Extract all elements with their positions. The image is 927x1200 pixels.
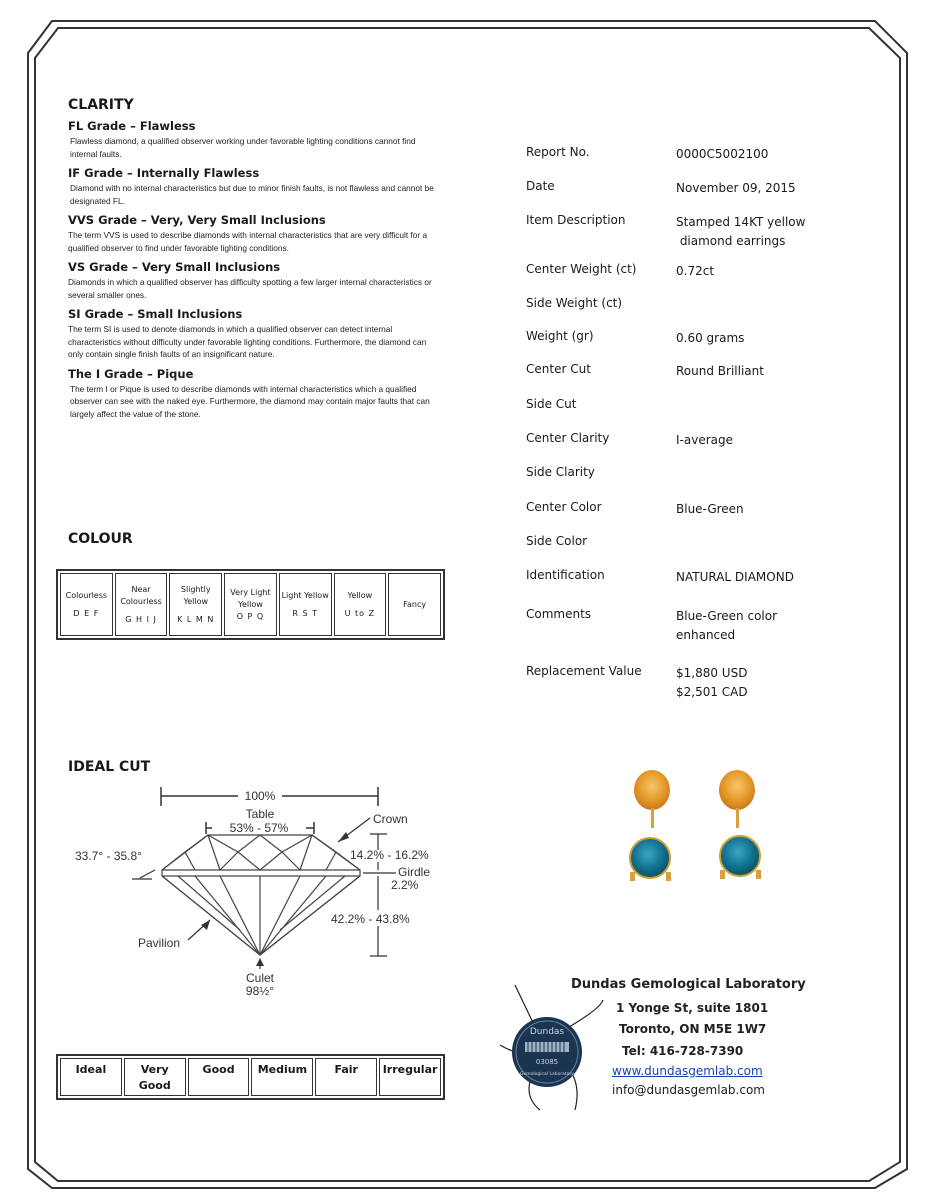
right-earring: [719, 770, 761, 879]
report-label: Center Weight (ct): [526, 262, 637, 276]
report-value: Blue-Green: [676, 502, 744, 516]
cut-grade-cell: Medium: [251, 1058, 313, 1096]
report-value-line: diamond earrings: [676, 234, 786, 248]
clarity-grade-desc: Diamond with no internal characteristics but due to minor finish faults, is not flawless and cannot be designated FL.: [70, 183, 434, 206]
lab-email: info@dundasgemlab.com: [612, 1083, 765, 1097]
report-label: Weight (gr): [526, 329, 594, 343]
report-value: NATURAL DIAMOND: [676, 570, 794, 584]
clarity-title: CLARITY: [68, 97, 134, 113]
colour-title: COLOUR: [68, 531, 133, 547]
seal-bottom-text: Gemological Laboratory: [520, 1072, 574, 1077]
colour-name: Very Light Yellow: [230, 587, 271, 609]
clarity-grade-desc: The term VVS is used to describe diamonds with internal characteristics that are very difficult for a qualified observer to find under favorable lighting conditions.: [68, 230, 428, 253]
report-value: I-average: [676, 433, 733, 447]
colour-cell: [224, 573, 277, 636]
culet-label: Culet: [245, 971, 275, 985]
report-value-line: $2,501 CAD: [676, 685, 748, 699]
report-label: Side Weight (ct): [526, 296, 623, 310]
clarity-grade-title: VS Grade – Very Small Inclusions: [68, 260, 281, 274]
diamond-proportions-diagram: [60, 780, 450, 1000]
clarity-section: [68, 97, 438, 420]
report-label: Identification: [526, 568, 605, 582]
cut-grade-cell: Very Good: [124, 1058, 186, 1096]
report-value: [676, 213, 805, 251]
report-value-line: $1,880 USD: [676, 666, 748, 680]
colour-cell: [279, 573, 332, 636]
report-label: Report No.: [526, 145, 590, 159]
seal-number-text: 03085: [535, 1058, 559, 1066]
report-label: Side Color: [526, 534, 588, 548]
clarity-grade-desc: The term I or Pique is used to describe diamonds with internal characteristics which a qualified observer can see with the naked eye. Furthermore, the diamond may contain major faults that can largely affect the value of the stone.: [70, 383, 430, 419]
colour-grade: R S T: [292, 608, 318, 618]
colour-grade: O P Q: [236, 611, 265, 621]
colour-scale-table: [56, 569, 445, 640]
report-value: November 09, 2015: [676, 181, 796, 195]
colour-name: Near Colourless: [120, 584, 162, 606]
colour-cell: [115, 573, 168, 636]
clarity-grade-desc: Flawless diamond, a qualified observer working under favorable lighting conditions cannot find internal faults.: [70, 136, 416, 159]
pavilion-depth-label: 42.2% - 43.8%: [331, 912, 410, 926]
clarity-grade-desc: Diamonds in which a qualified observer has difficulty spotting a few larger internal characteristics or several smaller ones.: [68, 277, 432, 300]
lab-address-line2: Toronto, ON M5E 1W7: [619, 1022, 767, 1036]
report-label: Side Cut: [526, 397, 577, 411]
table-label: Table: [245, 807, 275, 821]
clarity-grade-title: FL Grade – Flawless: [68, 119, 196, 133]
report-label: Date: [526, 179, 555, 193]
crown-angle-label: 33.7° - 35.8°: [75, 849, 142, 863]
clarity-grade-title: SI Grade – Small Inclusions: [68, 307, 243, 321]
cut-grade-cell: Irregular: [379, 1058, 441, 1096]
colour-grade: D E F: [73, 608, 100, 618]
lab-seal-stamp: [495, 980, 605, 1115]
report-value: [676, 607, 777, 645]
colour-name: Slightly Yellow: [180, 584, 211, 606]
lab-address-line1: 1 Yonge St, suite 1801: [616, 1001, 769, 1015]
colour-name: Yellow: [347, 590, 373, 600]
colour-grade: U to Z: [344, 608, 376, 618]
seal-top-text: Dundas: [529, 1027, 565, 1037]
colour-grade: K L M N: [177, 614, 215, 624]
report-value-line: Stamped 14KT yellow: [676, 215, 806, 229]
report-label: Center Clarity: [526, 431, 610, 445]
lab-name: Dundas Gemological Laboratory: [571, 977, 806, 992]
clarity-grade-desc: The term SI is used to denote diamonds in which a qualified observer can detect internal characteristics without difficulty under favorable lighting conditions. Furthermore, the diamond can only contain single finish faults of an insignificant nature.: [68, 324, 427, 359]
colour-name: Colourless: [65, 590, 108, 600]
clarity-grade-title: The I Grade – Pique: [68, 366, 194, 381]
report-value: Round Brilliant: [676, 364, 764, 378]
pavilion-label: Pavilion: [138, 936, 181, 950]
cut-grade-cell: Good: [188, 1058, 250, 1096]
report-value-line: enhanced: [676, 628, 736, 642]
report-value: 0.60 grams: [676, 331, 745, 345]
girdle-label: Girdle: [398, 865, 431, 879]
lab-phone: Tel: 416-728-7390: [622, 1044, 744, 1058]
cut-grade-cell: Ideal: [60, 1058, 122, 1096]
crown-height-label: 14.2% - 16.2%: [350, 848, 429, 862]
report-value: 0.72ct: [676, 264, 715, 278]
report-label: Side Clarity: [526, 465, 595, 479]
earrings-photo: [620, 768, 780, 893]
report-label: Center Color: [526, 500, 602, 514]
report-label: Comments: [526, 607, 592, 621]
crown-label: Crown: [373, 812, 408, 826]
lab-website-link[interactable]: www.dundasgemlab.com: [612, 1064, 763, 1078]
colour-cell: [169, 573, 222, 636]
table-range-label: 53% - 57%: [229, 821, 289, 835]
report-label: Center Cut: [526, 362, 591, 376]
girdle-value-label: 2.2%: [391, 878, 419, 892]
clarity-grade-title: VVS Grade – Very, Very Small Inclusions: [68, 213, 326, 227]
colour-grade: G H I J: [125, 614, 157, 624]
report-value: 0000C5002100: [676, 147, 769, 161]
report-value-line: Blue-Green color: [676, 609, 778, 623]
total-width-label: 100%: [244, 789, 276, 803]
report-label: Replacement Value: [526, 664, 642, 678]
colour-cell: [60, 573, 113, 636]
report-value: [676, 664, 748, 702]
colour-name: Fancy: [403, 599, 427, 609]
colour-cell: [334, 573, 387, 636]
ideal-cut-title: IDEAL CUT: [68, 759, 151, 775]
culet-value-label: 98½°: [245, 984, 275, 998]
clarity-grade-title: IF Grade – Internally Flawless: [68, 166, 260, 180]
colour-cell: [388, 573, 441, 636]
report-label: Item Description: [526, 213, 626, 227]
colour-name: Light Yellow: [281, 590, 329, 600]
left-earring: [630, 770, 671, 881]
cut-grade-table: [56, 1054, 445, 1100]
cut-grade-cell: Fair: [315, 1058, 377, 1096]
